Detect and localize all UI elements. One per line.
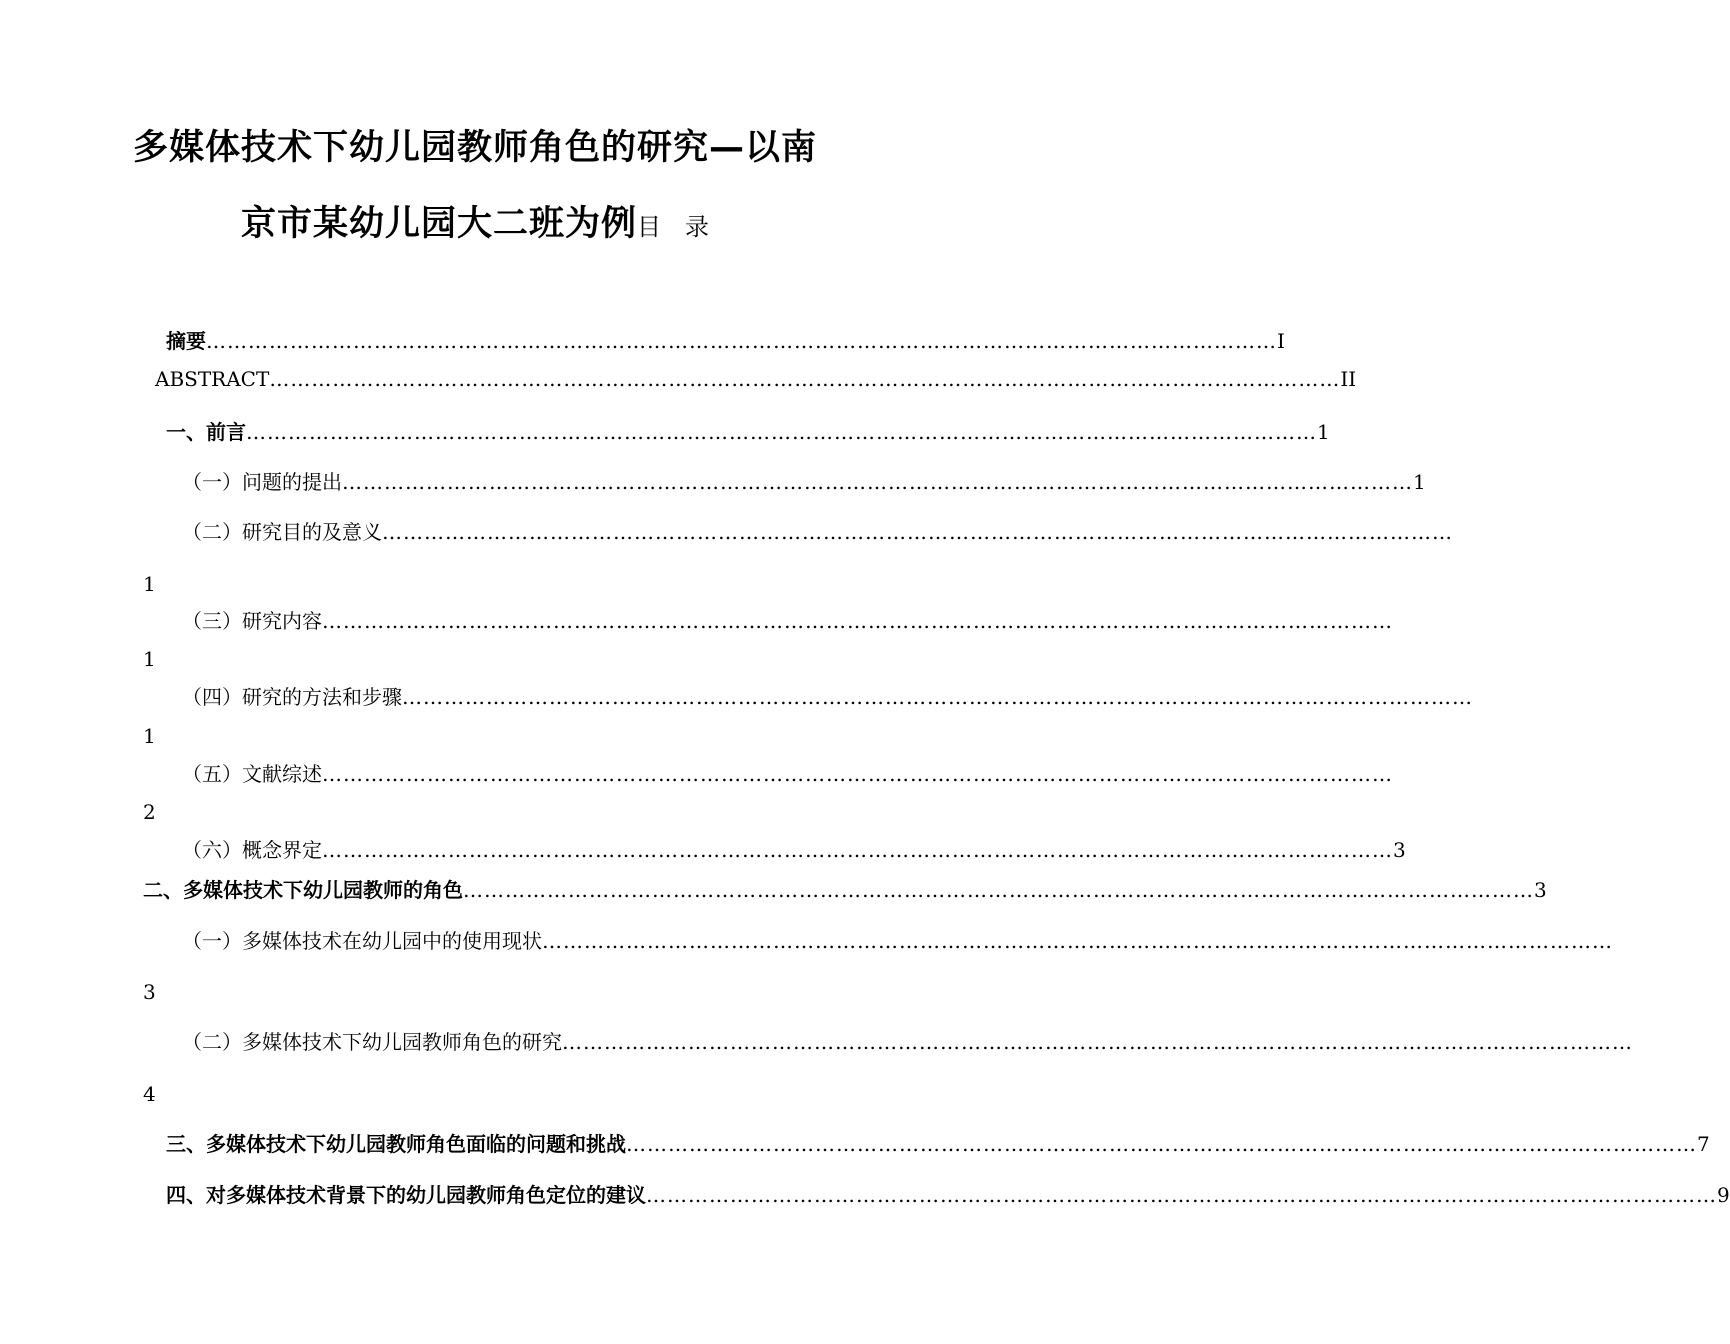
toc-page-wrapped: 1: [143, 572, 156, 596]
toc-page-wrapped: 1: [143, 647, 156, 671]
toc-label: 二、多媒体技术下幼儿园教师的角色: [143, 878, 463, 902]
toc-entry-chapter-3[interactable]: [166, 1130, 1710, 1158]
toc-leader: ………………………………………………………………………………………………………………………………………: [322, 762, 1393, 786]
toc-entry-chapter-4[interactable]: [166, 1181, 1730, 1209]
title-text-1: 多媒体技术下幼儿园教师角色的研究—以南: [132, 128, 817, 168]
toc-page: 1: [1413, 470, 1426, 494]
toc-leader: ………………………………………………………………………………………………………………………………………: [646, 1183, 1717, 1207]
toc-leader: ………………………………………………………………………………………………………………………………………: [402, 685, 1473, 709]
toc-entry-abstract-en[interactable]: [155, 365, 1357, 393]
toc-page: 3: [1534, 878, 1547, 902]
toc-page: 9: [1717, 1183, 1730, 1207]
toc-leader: ………………………………………………………………………………………………………………………………………: [322, 609, 1393, 633]
toc-entry-1-2[interactable]: [182, 518, 1453, 546]
toc-leader: ………………………………………………………………………………………………………………………………………: [542, 929, 1613, 953]
toc-label: （二）研究目的及意义: [182, 520, 382, 544]
document-title-line-1: [0, 120, 950, 170]
toc-label: ABSTRACT: [155, 367, 270, 391]
toc-leader: ………………………………………………………………………………………………………………………………………: [206, 329, 1277, 353]
toc-entry-2-1[interactable]: [182, 927, 1613, 955]
toc-leader: ………………………………………………………………………………………………………………………………………: [463, 878, 1534, 902]
toc-entry-1-3[interactable]: [182, 607, 1393, 635]
toc-page: 1: [1317, 420, 1330, 444]
toc-page: 7: [1697, 1132, 1710, 1156]
toc-page: II: [1340, 367, 1357, 391]
toc-label: （二）多媒体技术下幼儿园教师角色的研究: [182, 1030, 562, 1054]
toc-label: 一、前言: [166, 420, 246, 444]
toc-leader: ………………………………………………………………………………………………………………………………………: [626, 1132, 1697, 1156]
toc-label: （五）文献综述: [182, 762, 322, 786]
toc-label: 摘要: [166, 329, 206, 353]
toc-label: 四、对多媒体技术背景下的幼儿园教师角色定位的建议: [166, 1183, 646, 1207]
toc-leader: ………………………………………………………………………………………………………………………………………: [322, 838, 1393, 862]
toc-entry-2-2[interactable]: [182, 1028, 1633, 1056]
toc-page-wrapped: 1: [143, 724, 156, 748]
toc-entry-1-6[interactable]: [182, 836, 1406, 864]
toc-leader: ………………………………………………………………………………………………………………………………………: [269, 367, 1341, 391]
toc-page: I: [1277, 329, 1285, 353]
toc-leader: ………………………………………………………………………………………………………………………………………: [246, 420, 1317, 444]
toc-leader: ………………………………………………………………………………………………………………………………………: [382, 520, 1453, 544]
document-title-line-2: [0, 196, 950, 246]
toc-entry-abstract-cn[interactable]: [166, 327, 1285, 355]
toc-entry-1-4[interactable]: [182, 683, 1473, 711]
toc-heading: 目 录: [637, 213, 709, 241]
toc-entry-preface[interactable]: [166, 418, 1330, 446]
toc-leader: ………………………………………………………………………………………………………………………………………: [562, 1030, 1633, 1054]
toc-label: （一）问题的提出: [182, 470, 342, 494]
toc-page-wrapped: 4: [143, 1082, 156, 1106]
toc-label: （六）概念界定: [182, 838, 322, 862]
toc-label: （三）研究内容: [182, 609, 322, 633]
toc-label: （一）多媒体技术在幼儿园中的使用现状: [182, 929, 542, 953]
toc-page: 3: [1393, 838, 1406, 862]
toc-entry-1-5[interactable]: [182, 760, 1393, 788]
toc-label: 三、多媒体技术下幼儿园教师角色面临的问题和挑战: [166, 1132, 626, 1156]
toc-page-wrapped: 2: [143, 800, 156, 824]
toc-label: （四）研究的方法和步骤: [182, 685, 402, 709]
toc-page-wrapped: 3: [143, 980, 156, 1004]
toc-entry-chapter-2[interactable]: [143, 876, 1547, 904]
toc-leader: ………………………………………………………………………………………………………………………………………: [342, 470, 1413, 494]
toc-entry-1-1[interactable]: [182, 468, 1426, 496]
title-text-2: 京市某幼儿园大二班为例: [240, 204, 637, 244]
